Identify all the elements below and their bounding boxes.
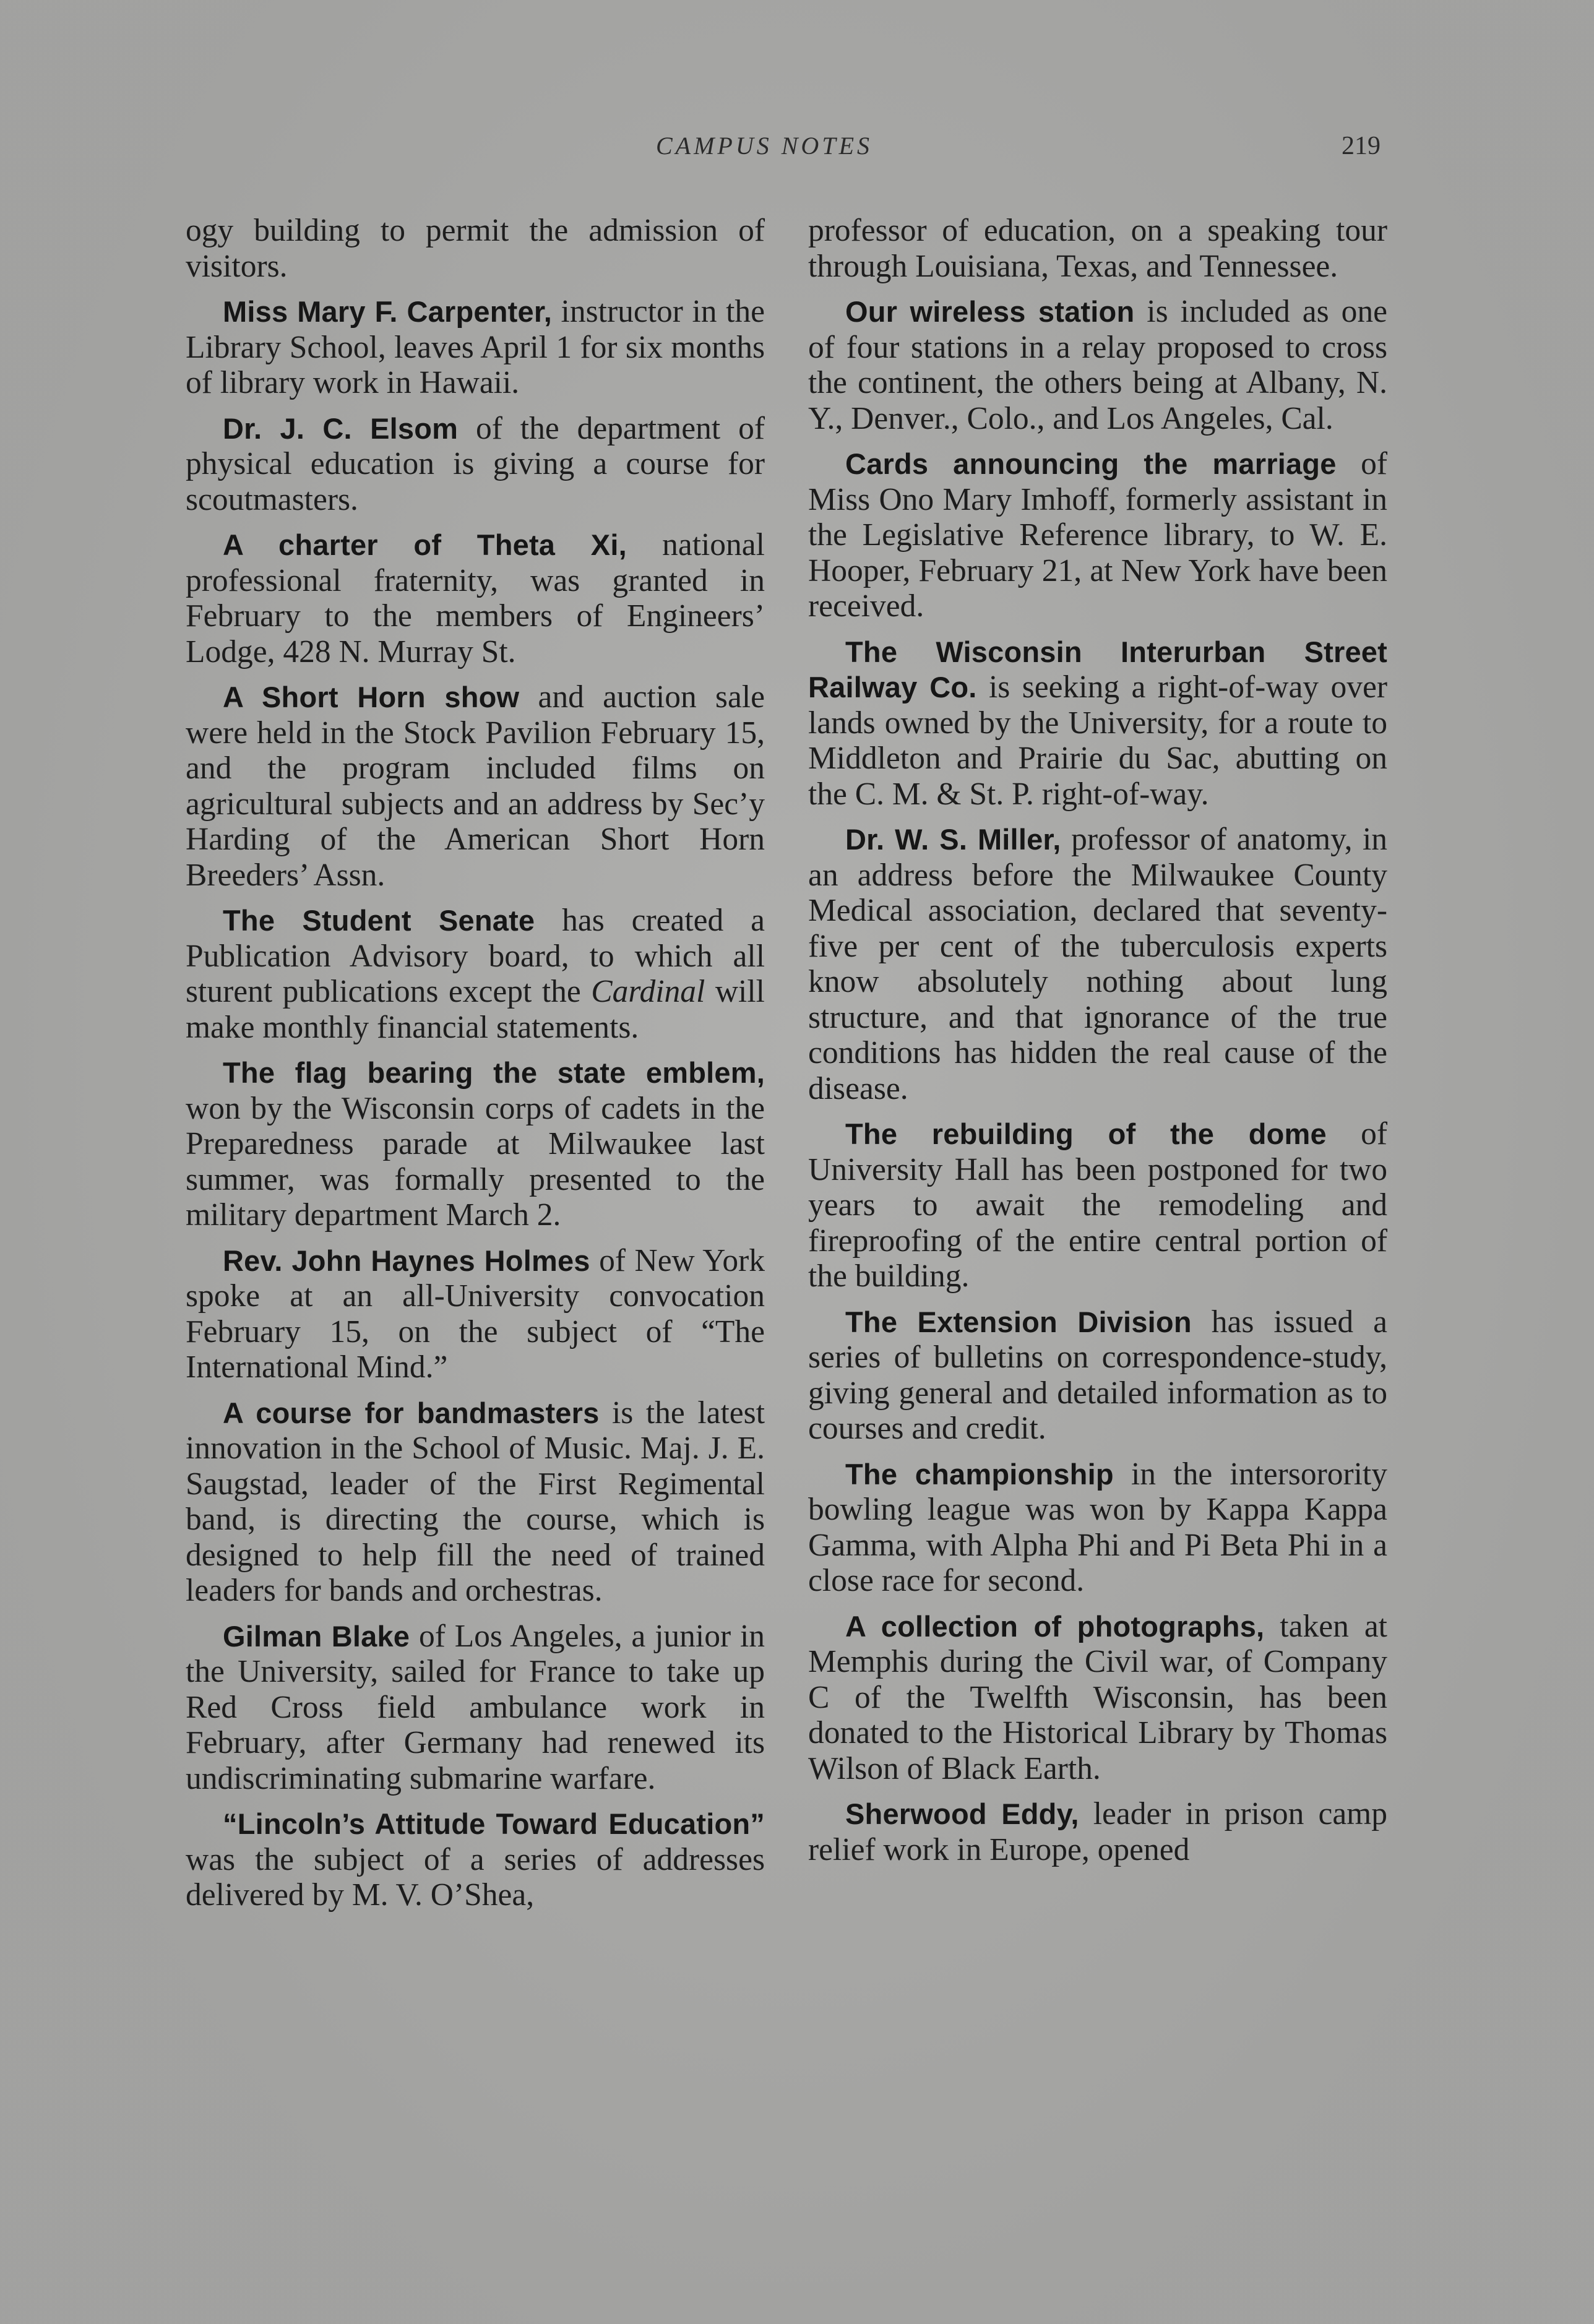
item-text: leader in prison camp relief work in Europe, opened xyxy=(808,1796,1387,1867)
item-headline: Dr. W. S. Miller, xyxy=(845,823,1061,856)
item-headline: The Wisconsin Interurban Street Railway Co. xyxy=(808,635,1387,704)
item-text: in the intersorority bowling league was won by Kappa Kappa Gamma, with Alpha Phi and Pi Beta Phi in a close race for second. xyxy=(808,1456,1387,1598)
item-text: of Miss Ono Mary Imhoff, formerly assistant in the Legislative Reference library, to W. E. Hooper, February 21, at New York have been received. xyxy=(808,446,1387,624)
item-text: is seeking a right-of-way over lands owned by the University, for a route to Middleton and Prairie du Sac, abutting on the C. M. & St. P. right-of-way. xyxy=(808,669,1387,812)
item-headline: Our wireless station xyxy=(845,295,1135,328)
news-item xyxy=(186,527,765,669)
news-item xyxy=(808,1116,1387,1294)
item-headline: The championship xyxy=(845,1457,1114,1491)
item-text: won by the Wisconsin corps of cadets in the Preparedness parade at Milwaukee last summer, was formally presented to the military department March 2. xyxy=(186,1090,765,1233)
item-headline: “Lincoln’s Attitude Toward Education” xyxy=(223,1807,765,1840)
item-text: of Los Angeles, a junior in the University, sailed for France to take up Red Cross field ambulance work in February, after Germany had renewed its undiscriminating submarine warfare. xyxy=(186,1618,765,1796)
news-item xyxy=(808,213,1387,284)
item-italic-title: Cardinal xyxy=(591,974,705,1009)
news-item xyxy=(186,213,765,284)
item-headline: The rebuilding of the dome xyxy=(845,1117,1327,1150)
news-item xyxy=(186,679,765,893)
news-item xyxy=(808,1304,1387,1447)
item-headline: Rev. John Haynes Holmes xyxy=(223,1244,590,1277)
item-headline: A charter of Theta Xi, xyxy=(223,528,627,561)
news-item xyxy=(808,634,1387,812)
item-text: instructor in the Library School, leaves April 1 for six months of library work in Hawaii. xyxy=(186,294,765,400)
item-headline: Miss Mary F. Carpenter, xyxy=(223,295,553,328)
news-item xyxy=(186,1243,765,1385)
news-item xyxy=(808,446,1387,624)
item-text: of University Hall has been postponed for two years to await the remodeling and fireproofing of the entire central portion of the building. xyxy=(808,1116,1387,1294)
left-column xyxy=(186,213,765,1923)
item-headline: Dr. J. C. Elsom xyxy=(223,411,459,445)
item-text: professor of anatomy, in an address before the Milwaukee County Medical association, declared that seventy-five per cent of the tuberculosis experts know absolutely nothing about lung structure, and that ignorance of the true conditions has hidden the real cause of the disease. xyxy=(808,822,1387,1106)
news-item xyxy=(186,1806,765,1913)
item-headline: Cards announcing the marriage xyxy=(845,447,1337,480)
item-text: has created a Publication Advisory board, to which all sturent publications except the xyxy=(186,903,765,1009)
item-text: is included as one of four stations in a relay proposed to cross the continent, the others being at Albany, N. Y., Denver., Colo., and Los Angeles, Cal. xyxy=(808,294,1387,436)
news-item xyxy=(186,1395,765,1609)
news-item xyxy=(186,1619,765,1797)
item-text: of the department of physical education is giving a course for scoutmasters. xyxy=(186,410,765,517)
news-item xyxy=(808,822,1387,1106)
item-text: is the latest innovation in the School of Music. Maj. J. E. Saugstad, leader of the First Regimental band, is directing the course, which is designed to help fill the need of trained leaders for bands and orchestras. xyxy=(186,1395,765,1608)
news-item xyxy=(808,1609,1387,1787)
item-text: ogy building to permit the admission of visitors. xyxy=(186,213,765,284)
page-number: 219 xyxy=(1342,132,1381,160)
item-text: and auction sale were held in the Stock Pavilion February 15, and the program included films on agricultural subjects and an address by Sec’y Harding of the American Short Horn Breeders’ Assn. xyxy=(186,679,765,893)
news-item xyxy=(186,903,765,1045)
item-text: was the subject of a series of addresses delivered by M. V. O’Shea, xyxy=(186,1841,765,1913)
item-headline: The Extension Division xyxy=(845,1305,1192,1338)
item-headline: A Short Horn show xyxy=(223,681,520,713)
item-text: national professional fraternity, was granted in February to the members of Engineers’ Lodge, 428 N. Murray St. xyxy=(186,527,765,669)
news-item xyxy=(808,1796,1387,1867)
news-item xyxy=(186,294,765,401)
item-headline: Sherwood Eddy, xyxy=(845,1797,1079,1830)
item-headline: A collection of photographs, xyxy=(845,1609,1265,1643)
news-item xyxy=(186,411,765,518)
item-text: has issued a series of bulletins on correspondence-study, giving general and detailed information as to courses and credit. xyxy=(808,1304,1387,1446)
running-head: CAMPUS NOTES xyxy=(656,132,872,160)
item-headline: The Student Senate xyxy=(223,904,535,937)
item-text: taken at Memphis during the Civil war, of Company C of the Twelfth Wisconsin, has been donated to the Historical Library by Thomas Wilson of Black Earth. xyxy=(808,1608,1387,1786)
item-headline: Gilman Blake xyxy=(223,1619,410,1653)
item-text: professor of education, on a speaking tour through Louisiana, Texas, and Tennessee. xyxy=(808,213,1387,284)
news-item xyxy=(808,1457,1387,1599)
item-headline: The flag bearing the state emblem, xyxy=(223,1056,765,1089)
item-text: will make monthly financial statements. xyxy=(186,974,765,1045)
item-headline: A course for bandmasters xyxy=(223,1396,600,1429)
news-item xyxy=(808,294,1387,436)
news-item xyxy=(186,1055,765,1233)
right-column xyxy=(808,213,1387,1877)
item-text: of New York spoke at an all-University convocation February 15, on the subject of “The International Mind.” xyxy=(186,1242,765,1385)
